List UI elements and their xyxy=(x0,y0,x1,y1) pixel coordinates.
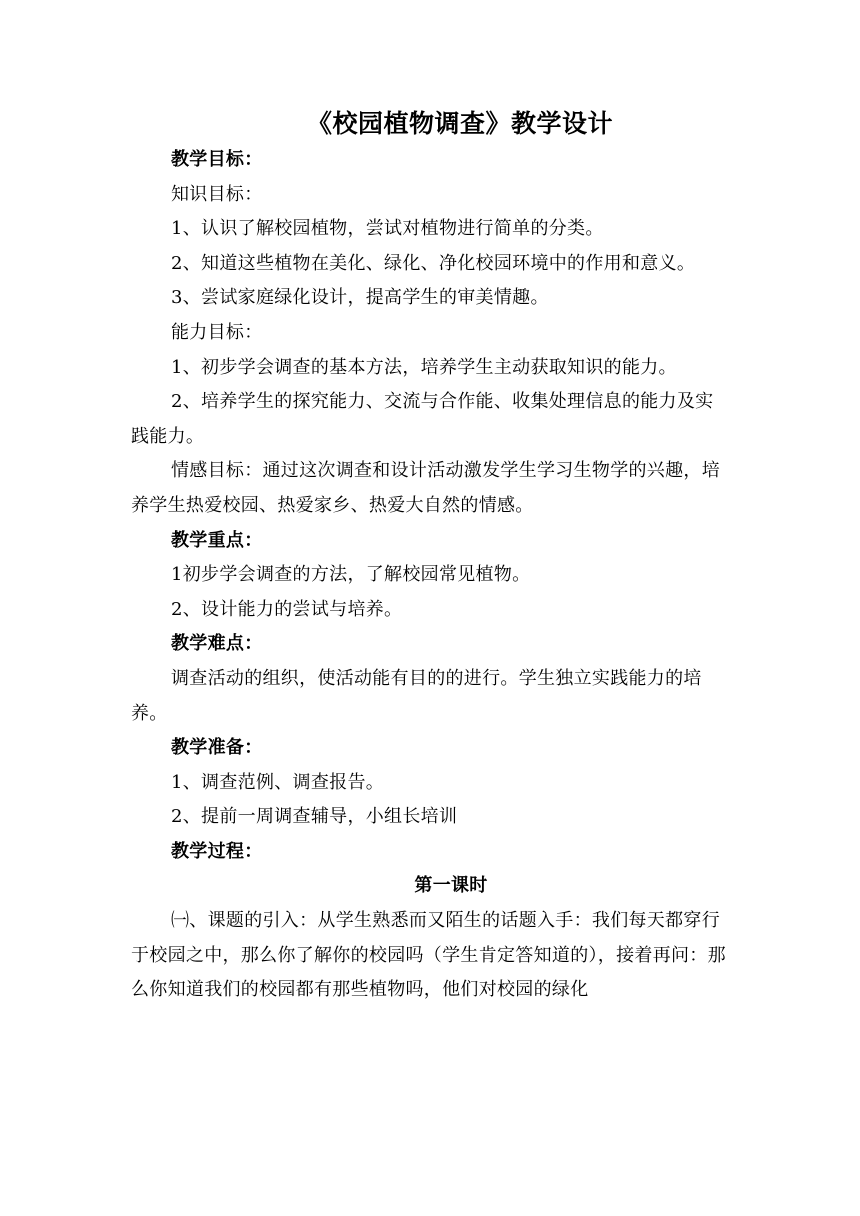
lesson-heading: 第一课时 xyxy=(414,875,488,897)
paragraph: 1、调查范例、调查报告。 xyxy=(171,771,385,793)
heading-process: 教学过程： xyxy=(171,840,263,862)
heading-difficulties: 教学难点： xyxy=(171,633,263,655)
paragraph: ㈠、课题的引入：从学生熟悉而又陌生的话题入手：我们每天都穿行于校园之中，那么你了解你的校园吗（学生肯定答知道的），接着再问：那么你知道我们的校园都有那些植物吗，他们对校园的绿化 xyxy=(131,910,726,1001)
heading-teaching-goals: 教学目标： xyxy=(171,149,263,170)
paragraph: 能力目标： xyxy=(171,321,263,343)
paragraph: 知识目标： xyxy=(171,183,263,205)
paragraph: 3、尝试家庭绿化设计，提高学生的审美情趣。 xyxy=(171,287,549,309)
paragraph: 1、认识了解校园植物，尝试对植物进行简单的分类。 xyxy=(171,218,604,240)
heading-preparation: 教学准备： xyxy=(171,737,263,759)
paragraph: 调查活动的组织，使活动能有目的的进行。学生独立实践能力的培养。 xyxy=(131,667,702,724)
paragraph: 1初步学会调查的方法，了解校园常见植物。 xyxy=(171,564,531,586)
paragraph: 1、初步学会调查的基本方法，培养学生主动获取知识的能力。 xyxy=(171,356,677,378)
document-title: 《校园植物调查》教学设计 xyxy=(306,109,613,138)
paragraph: 2、培养学生的探究能力、交流与合作能、收集处理信息的能力及实践能力。 xyxy=(131,391,714,447)
paragraph: 2、设计能力的尝试与培养。 xyxy=(171,598,403,620)
heading-key-points: 教学重点： xyxy=(171,529,263,551)
document-body xyxy=(131,143,731,1008)
paragraph: 2、提前一周调查辅导，小组长培训 xyxy=(171,806,458,828)
paragraph: 情感目标：通过这次调查和设计活动激发学生学习生物学的兴趣，培养学生热爱校园、热爱家乡、热爱大自然的情感。 xyxy=(131,460,720,516)
paragraph: 2、知道这些植物在美化、绿化、净化校园环境中的作用和意义。 xyxy=(171,252,696,274)
